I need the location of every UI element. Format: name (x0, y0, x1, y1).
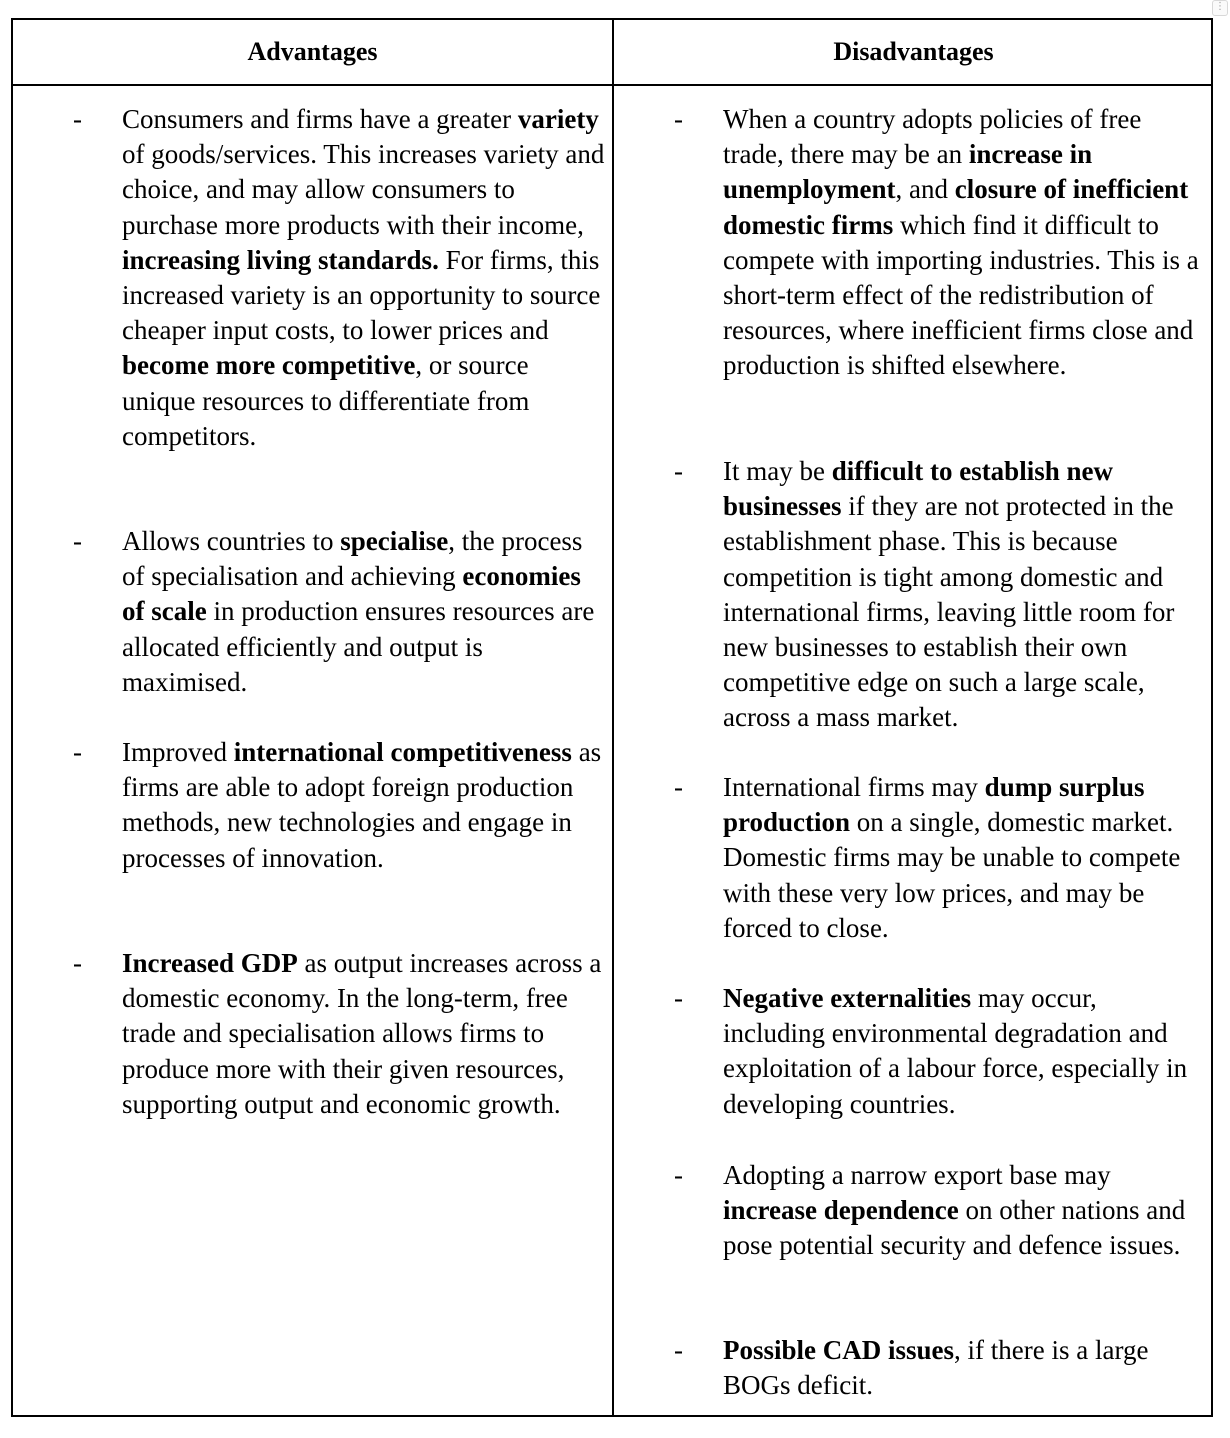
text-run: which find it difficult to compete with importing industries. This is a short-term effect of the redistribution of resources, where inefficient firms close and production is shifted elsewhere. (723, 209, 1199, 381)
bold-phrase: economies of scale (122, 561, 581, 627)
column-divider (612, 20, 614, 1415)
text-run: It may be (723, 456, 832, 486)
text-run: of goods/services. This increases variety and choice, and may allow consumers to purchase more products with their income, (122, 139, 605, 240)
text-run: For firms, this increased variety is an opportunity to source cheaper input costs, to lower prices and (122, 244, 601, 346)
disadvantage-text (723, 1158, 1203, 1264)
bold-phrase: international competitiveness (233, 737, 572, 767)
comparison-table (11, 18, 1213, 1417)
bullet-dash: - (674, 104, 683, 134)
bullet-dash: - (73, 737, 82, 767)
bold-phrase: increase in unemployment (723, 139, 1093, 205)
text-run: as output increases across a domestic economy. In the long-term, free trade and specialisation allows firms to produce more with their given resources, supporting output and economic growth. (122, 948, 602, 1119)
advantage-text (122, 735, 607, 876)
bold-phrase: Possible CAD issues (723, 1335, 955, 1365)
text-run: in production ensures resources are allocated efficiently and output is maximised. (122, 596, 595, 697)
advantage-text (122, 102, 607, 454)
bullet-dash: - (674, 772, 683, 802)
drag-handle-icon[interactable]: ⋮ (1212, 0, 1228, 16)
bold-phrase: dump surplus production (723, 772, 1145, 838)
bold-phrase: variety (517, 104, 599, 134)
bold-phrase: Negative externalities (723, 983, 972, 1013)
disadvantage-text (723, 454, 1203, 736)
disadvantage-text (723, 1333, 1203, 1403)
disadvantage-text (723, 102, 1203, 384)
bullet-dash: - (73, 526, 82, 556)
bullet-dash: - (674, 456, 683, 486)
text-run: as firms are able to adopt foreign production methods, new technologies and engage in processes of innovation. (122, 737, 602, 873)
text-run: Consumers and firms have a greater (122, 104, 518, 134)
bullet-dash: - (674, 1160, 683, 1190)
text-run: Improved (122, 737, 234, 767)
bold-phrase: specialise (340, 526, 449, 556)
bullet-dash: - (674, 983, 683, 1013)
text-run: , if there is a large BOGs deficit. (723, 1335, 1149, 1401)
text-run: Adopting a narrow export base may (723, 1160, 1111, 1190)
bold-phrase: increasing living standards. (122, 244, 439, 275)
disadvantages-header: Disadvantages (833, 37, 994, 66)
bullet-dash: - (674, 1335, 683, 1365)
disadvantage-text (723, 981, 1203, 1122)
text-run: When a country adopts policies of free trade, there may be an (723, 104, 1142, 170)
advantages-header: Advantages (247, 37, 378, 66)
text-run: if they are not protected in the establishment phase. This is because competition is tight among domestic and international firms, leaving little room for new businesses to establish their own competitive edge on such a large scale, across a mass market. (723, 491, 1175, 733)
bold-phrase: closure of inefficient domestic firms (723, 174, 1189, 240)
bullet-dash: - (73, 948, 82, 978)
text-run: on a single, domestic market. Domestic firms may be unable to compete with these very low prices, and may be forced to close. (723, 807, 1181, 943)
disadvantage-text (723, 770, 1203, 946)
text-run: on other nations and pose potential security and defence issues. (723, 1195, 1186, 1261)
text-run: , the process of specialisation and achieving (122, 526, 583, 592)
advantage-text (122, 946, 607, 1122)
bold-phrase: increase dependence (723, 1195, 959, 1226)
bullet-dash: - (73, 104, 82, 134)
text-run: may occur, including environmental degradation and exploitation of a labour force, especially in developing countries. (723, 983, 1188, 1119)
text-run: , or source unique resources to differentiate from competitors. (122, 350, 530, 451)
bold-phrase: Increased GDP (122, 948, 298, 978)
text-run: , and (895, 174, 955, 205)
bold-phrase: become more competitive (122, 350, 416, 381)
text-run: Allows countries to (122, 526, 341, 556)
advantage-text (122, 524, 607, 700)
bold-phrase: difficult to establish new businesses (723, 456, 1113, 522)
text-run: International firms may (723, 772, 985, 802)
